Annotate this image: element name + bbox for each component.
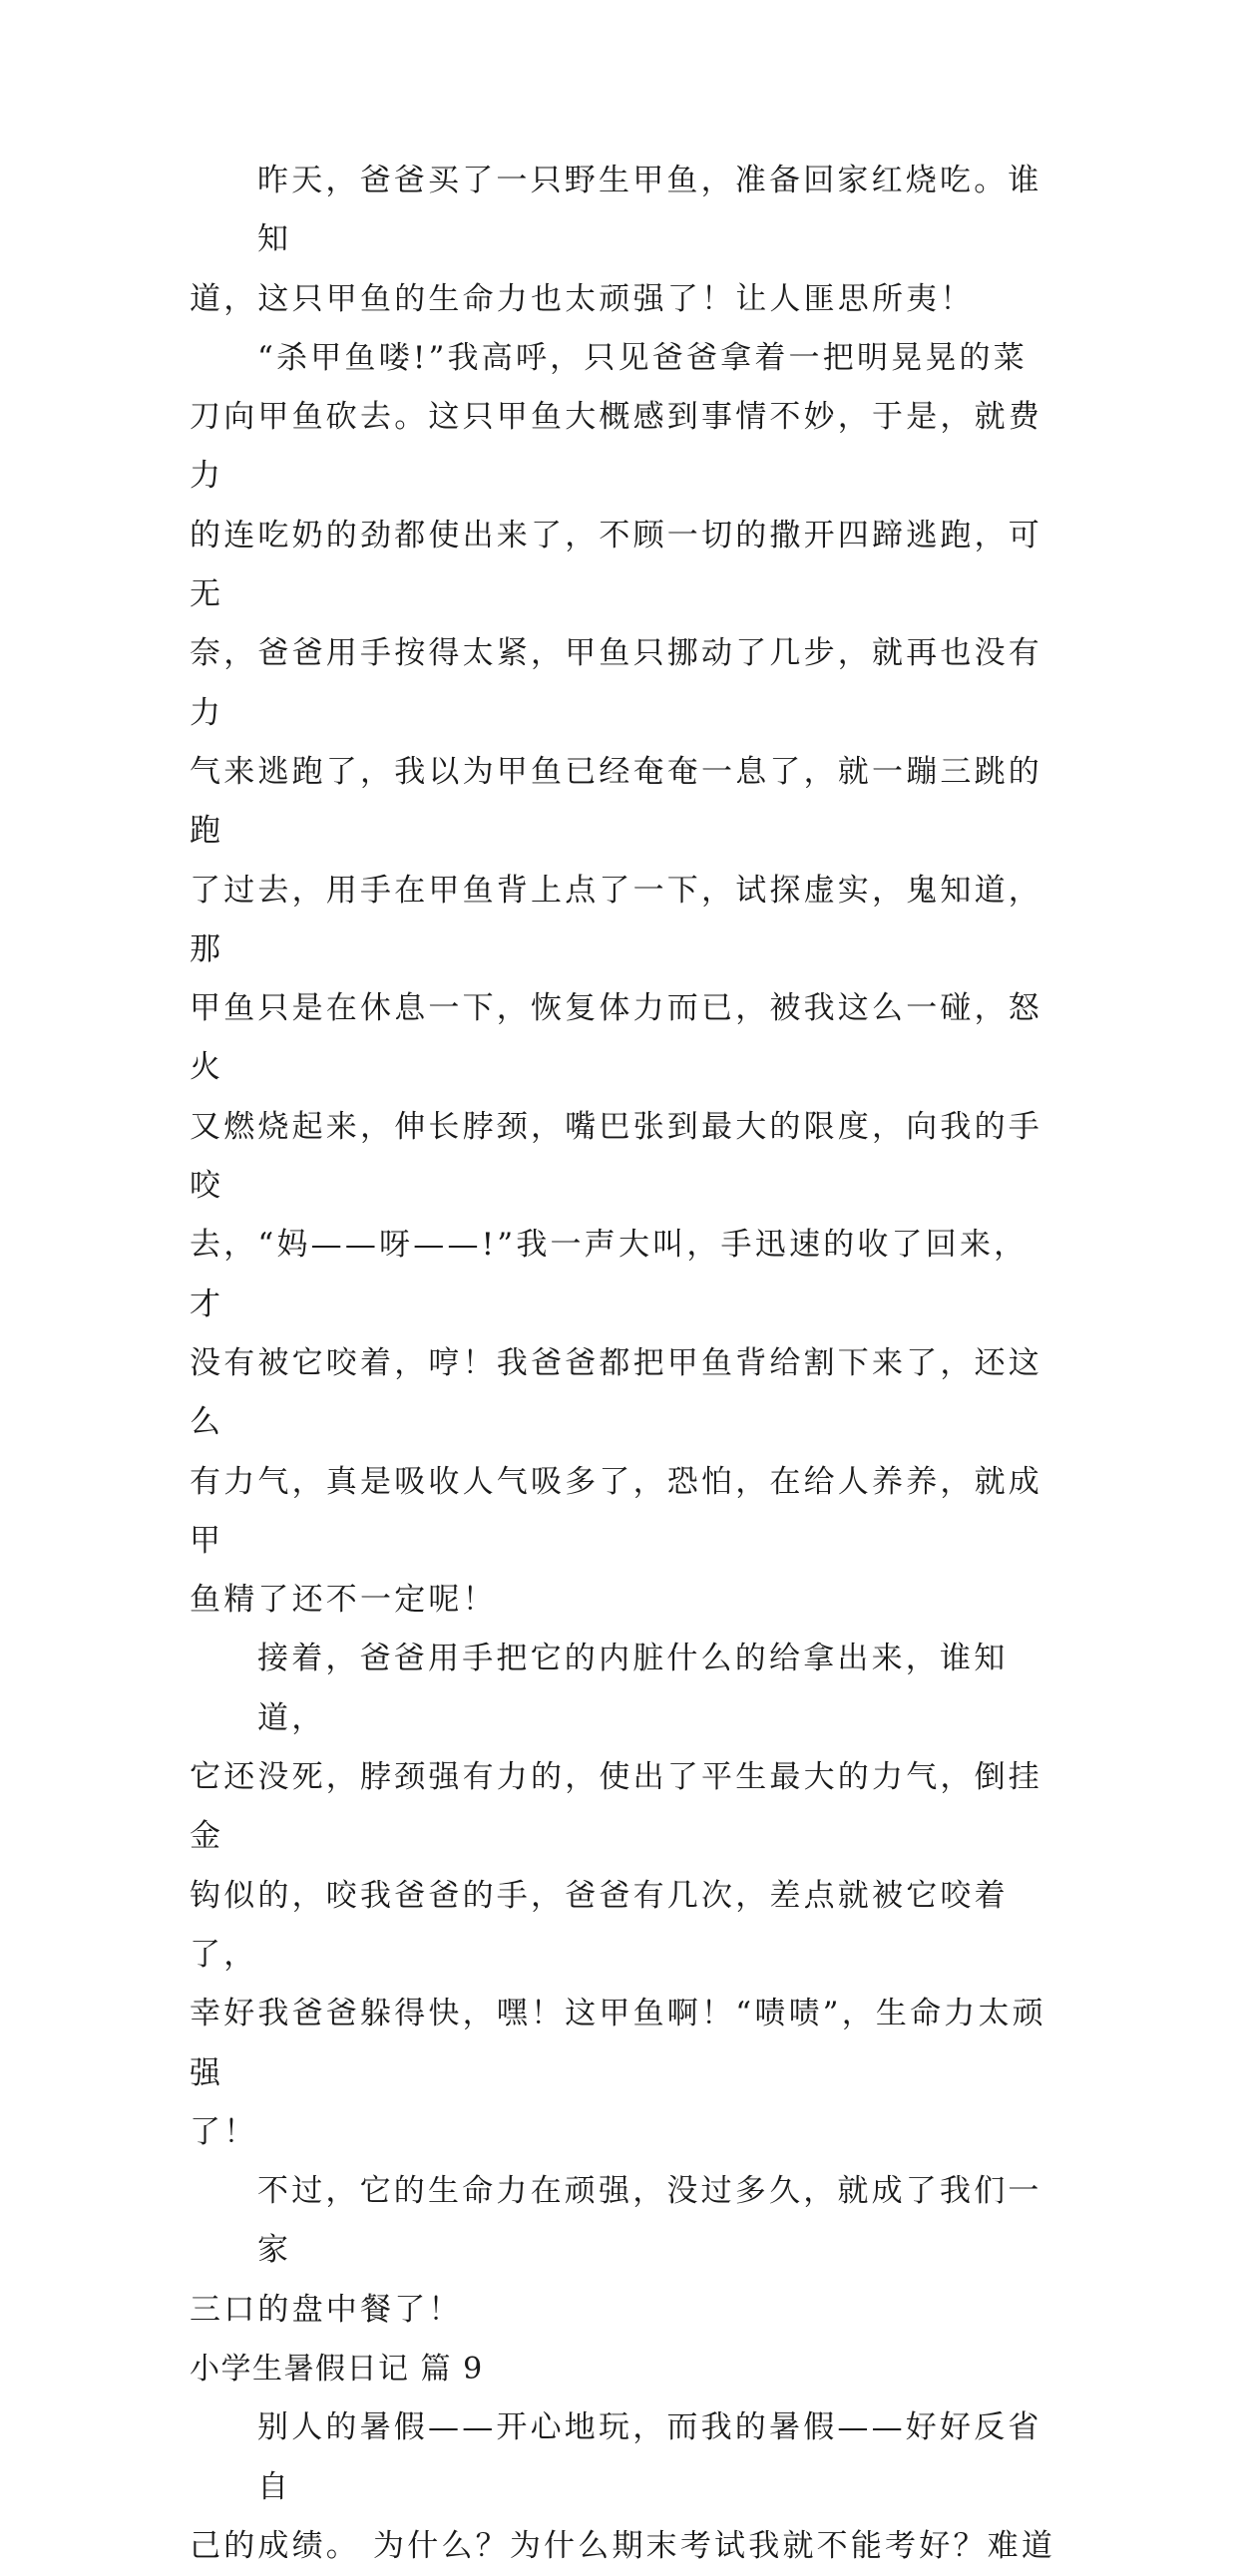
paragraph-line: 接着，爸爸用手把它的内脏什么的给拿出来，谁知道，: [257, 1641, 1009, 1736]
paragraph-line: 不过，它的生命力在顽强，没过多久，就成了我们一家: [257, 2173, 1042, 2269]
paragraph-line: 道，这只甲鱼的生命力也太顽强了！让人匪思所夷！: [190, 280, 975, 317]
section-heading: 小学生暑假日记 篇 9: [190, 2351, 484, 2387]
paragraph-line: 气来逃跑了，我以为甲鱼已经奄奄一息了，就一蹦三跳的跑: [190, 753, 1042, 850]
paragraph-line: 幸好我爸爸躲得快，嘿！这甲鱼啊！“啧啧”，生命力太顽强: [190, 1996, 1046, 2091]
paragraph-line: 鱼精了还不一定呢！: [190, 1582, 497, 1619]
paragraph-line: 又燃烧起来，伸长脖颈，嘴巴张到最大的限度，向我的手咬: [190, 1108, 1042, 1205]
paragraph-line: “杀甲鱼喽!”我高呼，只见爸爸拿着一把明晃晃的菜: [257, 339, 1028, 376]
paragraph-4: [190, 2162, 1057, 2340]
paragraph-line: 别人的暑假——开心地玩，而我的暑假——好好反省自: [257, 2409, 1042, 2505]
paragraph-line: 甲鱼只是在休息一下，恢复体力而已，被我这么一碰，怒火: [190, 990, 1042, 1086]
paragraph-line: 昨天，爸爸买了一只野生甲鱼，准备回家红烧吃。谁知: [257, 163, 1042, 258]
document-body: [190, 152, 1057, 2576]
paragraph-line: 了！: [190, 2113, 258, 2150]
paragraph-line: 没有被它咬着，哼！我爸爸都把甲鱼背给割下来了，还这么: [190, 1344, 1042, 1441]
paragraph-3: [190, 1630, 1057, 2162]
paragraph-line: 钩似的，咬我爸爸的手，爸爸有几次，差点就被它咬着了，: [190, 1877, 1009, 1973]
paragraph-line: 它还没死，脖颈强有力的，使出了平生最大的力气，倒挂金: [190, 1759, 1042, 1855]
paragraph-line: 奈，爸爸用手按得太紧，甲鱼只挪动了几步，就再也没有力: [190, 635, 1042, 731]
paragraph-line: 有力气，真是吸收人气吸多了，恐怕，在给人养养，就成甲: [190, 1463, 1042, 1559]
paragraph-line: 刀向甲鱼砍去。这只甲鱼大概感到事情不妙，于是，就费力: [190, 399, 1042, 495]
paragraph-line: 三口的盘中餐了！: [190, 2291, 463, 2328]
paragraph-1: [190, 152, 1057, 329]
paragraph-2: [190, 329, 1057, 1631]
paragraph-line: 的连吃奶的劲都使出来了，不顾一切的撒开四蹄逃跑，可无: [190, 517, 1042, 613]
paragraph-5: [190, 2398, 1057, 2576]
paragraph-line: 去，“妈——呀——!”我一声大叫，手迅速的收了回来，才: [190, 1227, 1029, 1322]
paragraph-line: 己的成绩。 为什么？为什么期末考试我就不能考好？难道: [190, 2527, 1056, 2564]
paragraph-line: 了过去，用手在甲鱼背上点了一下，试探虚实，鬼知道，那: [190, 872, 1042, 967]
